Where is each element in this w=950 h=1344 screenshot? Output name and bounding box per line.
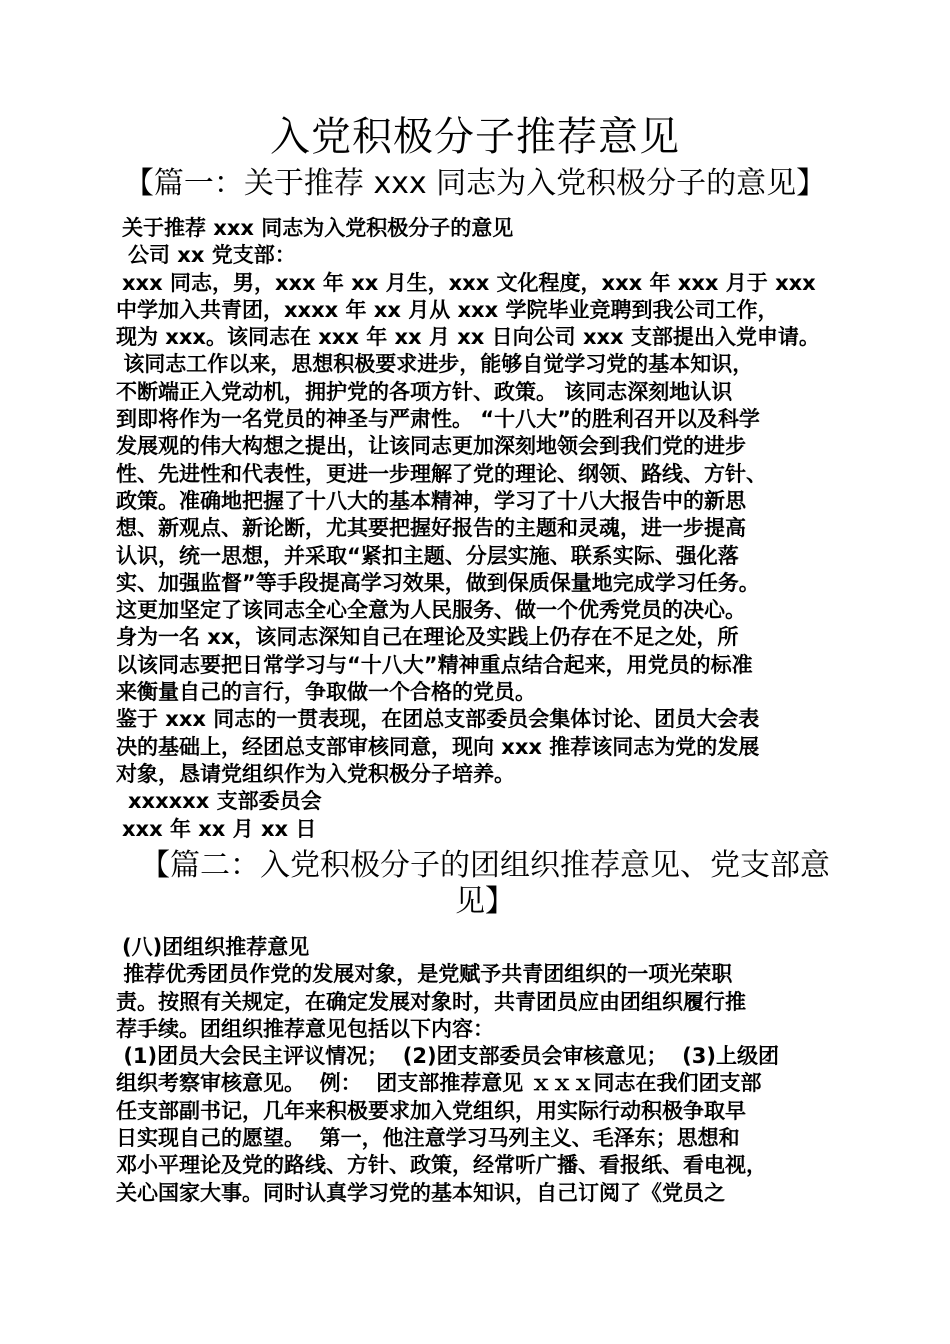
body-line: (1)团员大会民主评议情况； (2)团支部委员会审核意见； (3)上级团 (116, 1044, 779, 1069)
signature: xxxxxx 支部委员会 (128, 789, 322, 814)
section-2-paragraphs (116, 961, 856, 1207)
body-line: 这更加坚定了该同志全心全意为人民服务、做一个优秀党员的决心。 (116, 598, 746, 623)
body-line: 该同志工作以来，思想积极要求进步，能够自觉学习党的基本知识， (116, 352, 754, 377)
body-line: 来衡量自己的言行，争取做一个合格的党员。 (116, 680, 536, 705)
section-1-body (116, 215, 856, 843)
body-line: 发展观的伟大构想之提出，让该同志更加深刻地领会到我们党的进步 (116, 434, 746, 459)
body-line: 对象，恳请党组织作为入党积极分子培养。 (116, 761, 515, 786)
body-line: 性、先进性和代表性，更进一步理解了党的理论、纲领、路线、方针、 (116, 461, 767, 486)
body-line: 身为一名 xx，该同志深知自己在理论及实践上仍存在不足之处，所 (116, 625, 739, 650)
section-2-body (116, 934, 856, 1207)
section-1-paragraphs (116, 270, 856, 789)
body-line: 组织考察审核意见。 例： 团支部推荐意见 ｘｘｘ同志在我们团支部 (116, 1071, 762, 1096)
body-line: 决的基础上，经团总支部审核同意，现向 xxx 推荐该同志为党的发展 (116, 734, 760, 759)
section-1-addressee: 公司 xx 党支部： (128, 243, 296, 268)
document-title: 入党积极分子推荐意见 (270, 114, 680, 160)
body-line: 日实现自己的愿望。 第一，他注意学习马列主义、毛泽东；思想和 (116, 1126, 740, 1151)
body-line: 关心国家大事。同时认真学习党的基本知识，自己订阅了《党员之 (116, 1180, 725, 1205)
body-line: 现为 xxx。该同志在 xxx 年 xx 月 xx 日向公司 xxx 支部提出入党申请。 (116, 325, 820, 350)
body-line: 任支部副书记，几年来积极要求加入党组织，用实际行动积极争取早 (116, 1098, 746, 1123)
body-line: 责。按照有关规定，在确定发展对象时，共青团员应由团组织履行推 (116, 989, 746, 1014)
section-1-doc-title: 关于推荐 xxx 同志为入党积极分子的意见 (122, 216, 514, 240)
body-line: 推荐优秀团员作党的发展对象，是党赋予共青团组织的一项光荣职 (116, 962, 733, 987)
body-line: 鉴于 xxx 同志的一贯表现，在团总支部委员会集体讨论、团员大会表 (116, 707, 760, 732)
section-2-heading: 【篇二：入党积极分子的团组织推荐意见、党支部意见】 (140, 848, 830, 919)
body-line: 认识，统一思想，并采取“紧扣主题、分层实施、联系实际、强化落 (116, 543, 739, 568)
body-line: 想、新观点、新论断，尤其要把握好报告的主题和灵魂，进一步提高 (116, 516, 746, 541)
body-line: xxx 同志，男，xxx 年 xx 月生，xxx 文化程度，xxx 年 xxx 月于 xxx (122, 270, 816, 295)
body-line: 到即将作为一名党员的神圣与严肃性。 “十八大”的胜利召开以及科学 (116, 407, 760, 432)
body-line: 实、加强监督”等手段提高学习效果，做到保质保量地完成学习任务。 (116, 570, 760, 595)
body-line: 荐手续。团组织推荐意见包括以下内容： (116, 1016, 494, 1041)
section-2-subheading: (八)团组织推荐意见 (122, 935, 310, 959)
section-1-heading: 【篇一：关于推荐 xxx 同志为入党积极分子的意见】 (123, 166, 827, 201)
body-line: 邓小平理论及党的路线、方针、政策，经常听广播、看报纸、看电视， (116, 1153, 767, 1178)
body-line: 政策。准确地把握了十八大的基本精神，学习了十八大报告中的新思 (116, 488, 746, 513)
body-line: 不断端正入党动机，拥护党的各项方针、政策。 该同志深刻地认识 (116, 379, 733, 404)
body-line: 中学加入共青团，xxxx 年 xx 月从 xxx 学院毕业竞聘到我公司工作， (116, 297, 779, 322)
body-line: 以该同志要把日常学习与“十八大”精神重点结合起来，用党员的标准 (116, 652, 753, 677)
signature-date: xxx 年 xx 月 xx 日 (122, 816, 317, 841)
